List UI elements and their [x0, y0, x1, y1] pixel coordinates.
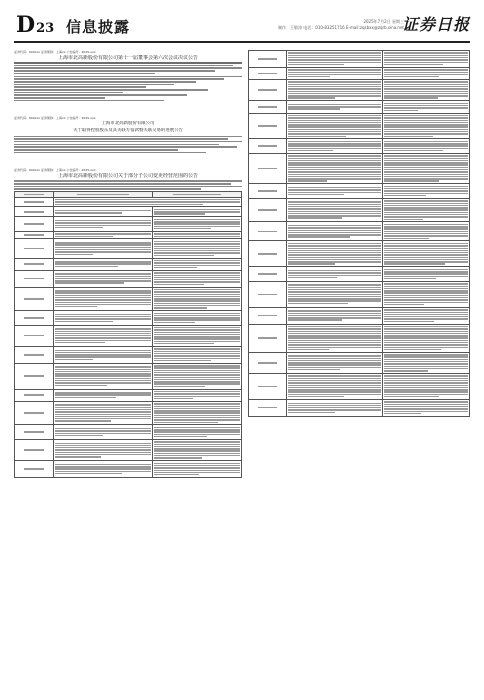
notice-body	[14, 180, 242, 190]
notice-board-resolution	[14, 50, 242, 110]
notice-body	[14, 136, 242, 154]
stock-info-line: 证券代码：600xxx 证券简称：上海xx 公告编号：2025-xxx	[14, 168, 96, 173]
right-column	[248, 50, 470, 684]
stock-info-line: 证券代码：600xxx 证券简称：上海xx 公告编号：2025-xxx	[14, 116, 96, 121]
notice-related-borrowing	[14, 116, 242, 162]
page-code-number: 23	[36, 21, 55, 36]
header-rule	[14, 41, 470, 43]
notice-body	[14, 62, 242, 101]
notice-title-line2: 关于取得控股股东及其关联方借款暨关联交易的进展公告	[73, 128, 183, 134]
header-date: 2025年7月2日 星期三	[363, 19, 404, 24]
business-scope-table-continued	[248, 50, 470, 417]
page-header	[0, 0, 484, 44]
page-code-letter: D	[16, 12, 36, 38]
newspaper-logo: 证券日报	[401, 15, 470, 34]
notice-business-scope	[14, 168, 242, 478]
section-title: 信息披露	[66, 18, 131, 36]
stock-info-line: 证券代码：600xxx 证券简称：上海xx 公告编号：2025-xxx	[14, 50, 96, 54]
header-contact: 制作：王敬涛 电话：010-83251716 E-mail:zqsbxx@zqrb.sina.net	[278, 25, 404, 30]
notice-title: 上海市北高新股份有限公司第十一届董事会第六次会议决议公告	[57, 55, 198, 61]
notice-title-line1: 上海市北高新股份有限公司	[101, 121, 155, 127]
header-meta	[278, 19, 404, 31]
notice-title: 上海市北高新股份有限公司关于部分子公司变更经营范围的公告	[57, 173, 198, 180]
left-column	[14, 50, 242, 684]
page-code	[16, 12, 54, 38]
business-scope-table	[14, 191, 242, 478]
